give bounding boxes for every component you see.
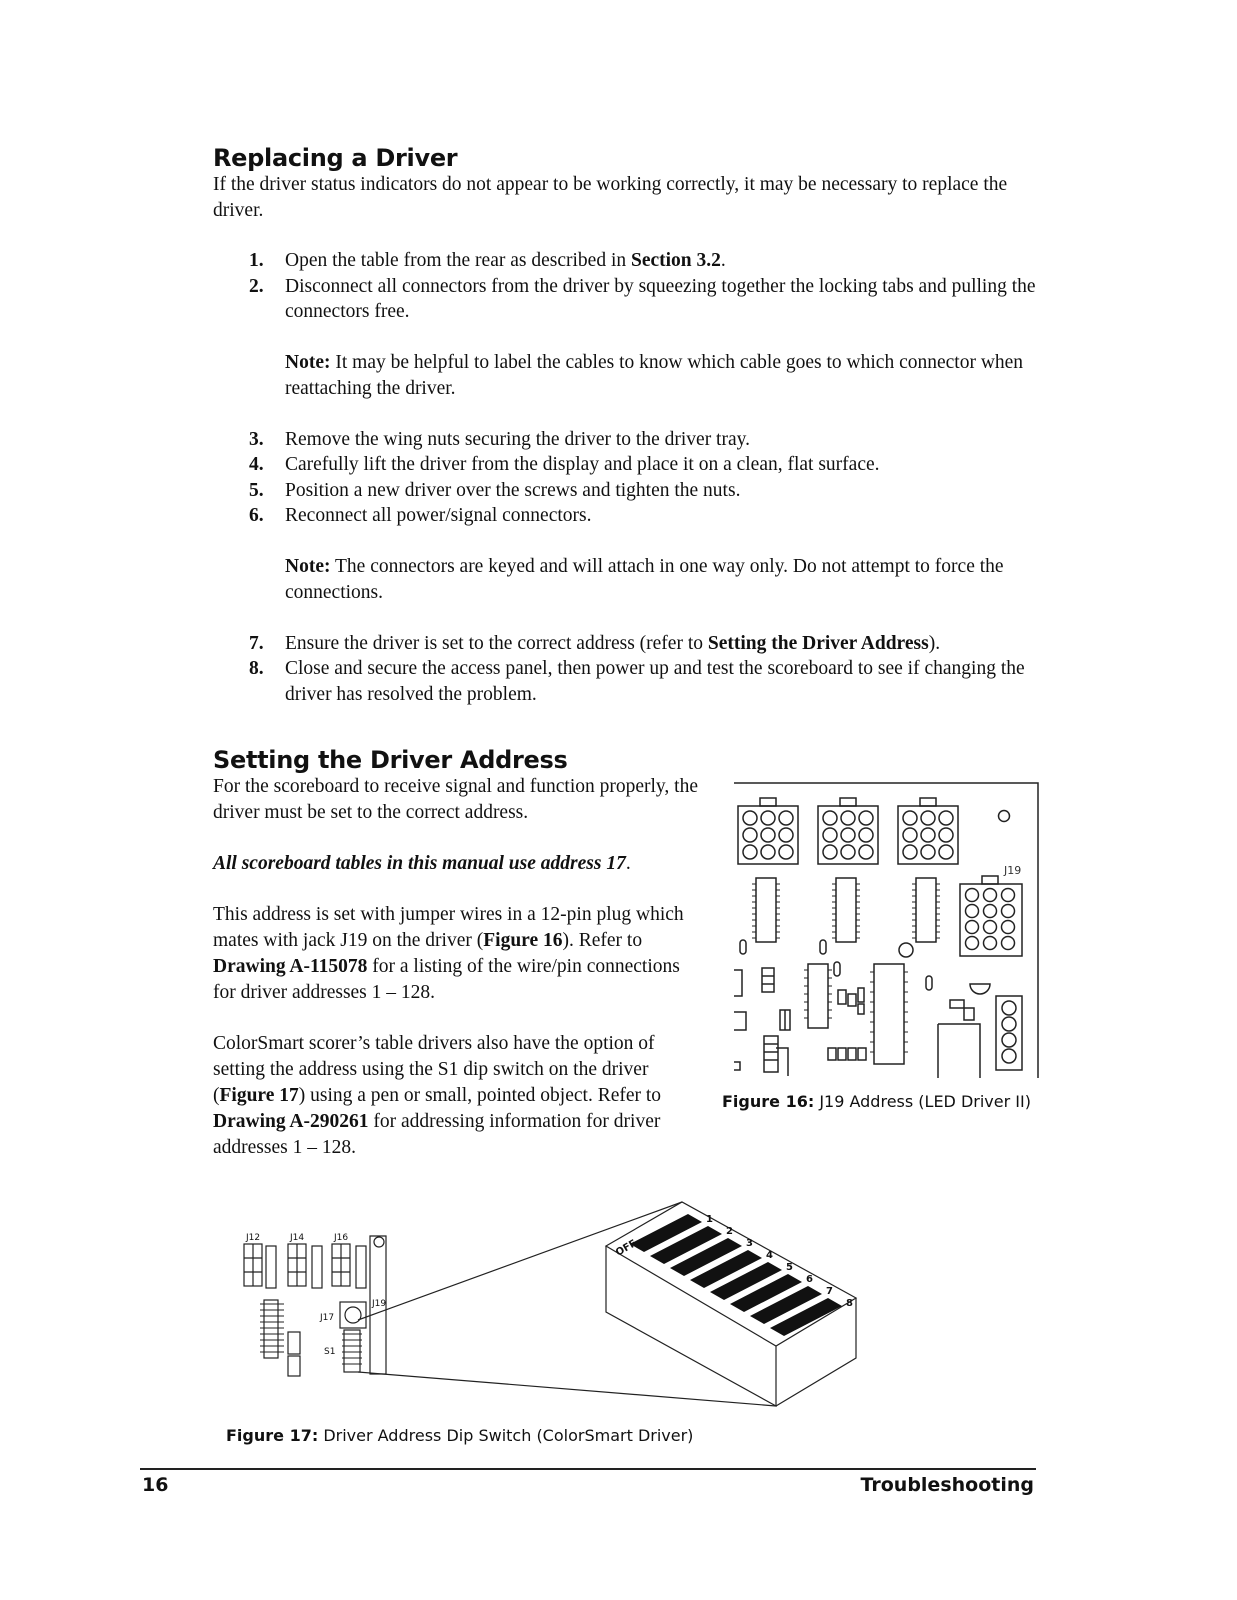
step-number: 1. [249,250,264,271]
board-label-j14: J14 [290,1233,305,1243]
step-number: 3. [249,428,264,450]
list-item [249,452,1049,478]
board-label-j17: J17 [320,1313,335,1323]
drawing-reference: Drawing A-115078 [213,956,368,977]
step-text: Close and secure the access panel, then power up and test the scoreboard to see if changing the driver has resolved the problem. [285,658,1025,705]
figure-17-dip-switch-diagram [236,1200,866,1420]
note [249,554,1049,605]
footer-section-name: Troubleshooting [860,1474,1034,1496]
figure-16-driver-board-diagram [728,778,1040,1080]
address-paragraph-4 [213,1031,703,1161]
intro-paragraph: If the driver status indicators do not appear to be working correctly, it may be necessary to replace the driver. [213,174,1008,221]
switch-number-3: 3 [746,1238,753,1249]
list-item [249,656,1049,707]
step-number: 5. [249,479,264,501]
note-label: Note: [285,352,331,373]
step-text: Position a new driver over the screws and tighten the nuts. [285,479,741,501]
switch-number-4: 4 [766,1250,773,1261]
step-text: Ensure the driver is set to the correct address (refer to [285,632,708,654]
address-text-column [213,774,703,1161]
step-number: 7. [249,632,264,654]
address-paragraph-2 [213,851,703,877]
address-paragraph-1: For the scoreboard to receive signal and function properly, the driver must be set to the correct address. [213,776,698,823]
p3-text-c: ). Refer to [562,930,643,951]
step-number: 8. [249,658,264,679]
address-note-end: . [625,853,631,874]
list-item [249,274,1049,325]
drawing-reference: Drawing A-290261 [213,1111,369,1132]
p4-text-e: for addressing information for driver addresses 1 – 128. [213,1111,661,1158]
note-text: The connectors are keyed and will attach in one way only. Do not attempt to force the connections. [285,556,1004,603]
list-item [249,248,1049,274]
p3-text-a: This address is set with jumper wires in a 12-pin plug which mates with jack J19 on the driver ( [213,904,684,951]
switch-number-8: 8 [846,1298,853,1309]
connector-9pin [738,798,798,864]
section-reference: Section 3.2 [630,250,721,271]
board-label-j12: J12 [246,1233,261,1243]
figure-reference: Figure 17 [219,1085,299,1106]
switch-number-1: 1 [706,1214,713,1225]
figure-caption-text: Driver Address Dip Switch (ColorSmart Driver) [318,1426,694,1445]
step-number: 4. [249,454,264,475]
footer-rule [140,1468,1036,1470]
switch-number-6: 6 [806,1274,813,1285]
p4-text-a: ColorSmart scorer’s table drivers also have the option of setting the address using the S1 dip switch on the driver ( [213,1033,655,1106]
page-number: 16 [142,1474,169,1496]
list-item [249,503,1049,529]
section-heading-setting-address: Setting the Driver Address [213,746,568,774]
note-text: It may be helpful to label the cables to know which cable goes to which connector when reattaching the driver. [285,352,1024,399]
note-label: Note: [285,556,331,577]
switch-number-5: 5 [786,1262,793,1273]
step-number: 2. [249,275,264,297]
board-label-j19: J19 [372,1299,387,1309]
step-text: Reconnect all power/signal connectors. [285,505,592,526]
step-text: Carefully lift the driver from the display and place it on a clean, flat surface. [285,454,880,475]
figure-reference: Figure 16 [483,930,563,951]
step-text: Remove the wing nuts securing the driver to the driver tray. [285,428,750,450]
connector-9pin [898,798,958,864]
switch-number-2: 2 [726,1226,733,1237]
figure-caption-text: J19 Address (LED Driver II) [814,1092,1031,1111]
step-text: Disconnect all connectors from the driver by squeezing together the locking tabs and pulling the connectors free. [285,275,1036,322]
note [249,350,1049,401]
section-reference: Setting the Driver Address [707,632,929,654]
p4-text-c: ) using a pen or small, pointed object. Refer to [298,1085,662,1106]
jack-j19 [960,876,1022,956]
switch-number-7: 7 [826,1286,833,1297]
step-text-end: ). [928,632,941,654]
off-label: OFF [614,1237,639,1259]
list-item [249,427,1049,453]
address-paragraph-3 [213,902,703,1006]
board-label-s1: S1 [324,1347,336,1357]
step-text: Open the table from the rear as described in [285,250,631,271]
step-text-end: . [720,250,726,271]
j19-label: J19 [1004,864,1022,877]
p3-text-e: for a listing of the wire/pin connections for driver addresses 1 – 128. [213,956,680,1003]
step-number: 6. [249,505,264,526]
steps-list [249,248,1049,707]
board-label-j16: J16 [334,1233,349,1243]
list-item [249,631,1049,657]
figure-label: Figure 16: [722,1092,815,1111]
figure-label: Figure 17: [226,1426,319,1445]
address-note-italic: All scoreboard tables in this manual use address 17 [213,853,626,874]
section-heading-replacing-driver: Replacing a Driver [213,144,458,172]
figure-16-caption [722,1092,1031,1111]
figure-17-caption [226,1426,693,1445]
list-item [249,478,1049,504]
connector-9pin [818,798,878,864]
